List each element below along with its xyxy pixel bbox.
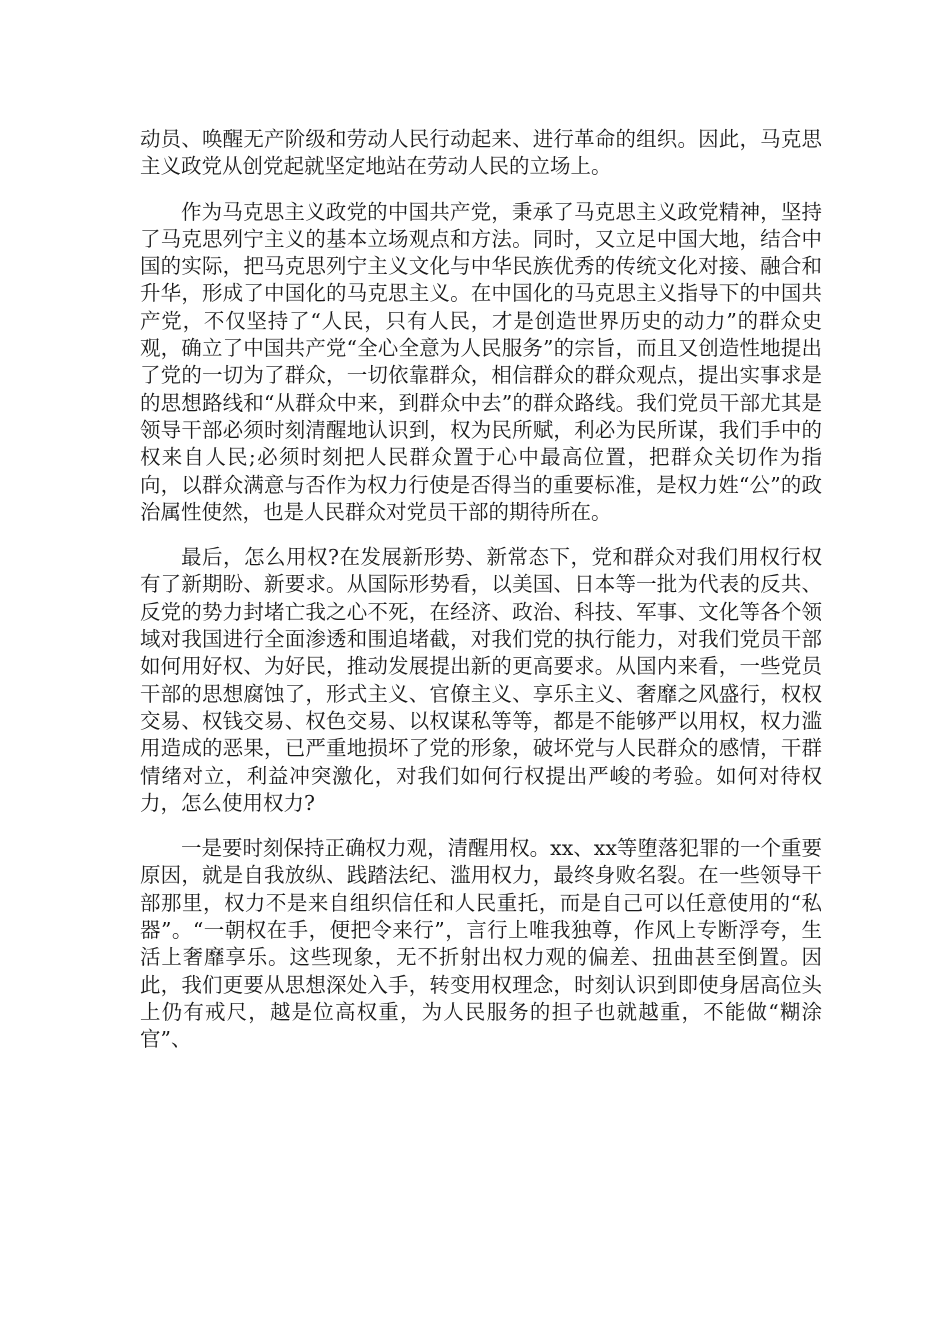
paragraph-2: 作为马克思主义政党的中国共产党，秉承了马克思主义政党精神，坚持了马克思列宁主义的基本立场观点和方法。同时，又立足中国大地，结合中国的实际，把马克思列宁主义文化与中华民族优秀的传统文化对接、融合和升华，形成了中国化的马克思主义。在中国化的马克思主义指导下的中国共产党，不仅坚持了“人民，只有人民，才是创造世界历史的动力”的群众史观，确立了中国共产党“全心全意为人民服务”的宗旨，而且又创造性地提出了党的一切为了群众，一切依靠群众，相信群众的群众观点，提出实事求是的思想路线和“从群众中来，到群众中去”的群众路线。我们党员干部尤其是领导干部必须时刻清醒地认识到，权为民所赋，利必为民所谋，我们手中的权来自人民;必须时刻把人民群众置于心中最高位置，把群众关切作为指向，以群众满意与否作为权力行使是否得当的重要标准，是权力姓“公”的政治属性使然，也是人民群众对党员干部的期待所在。 [140, 199, 822, 524]
paragraph-3: 最后，怎么用权?在发展新形势、新常态下，党和群众对我们用权行权有了新期盼、新要求。从国际形势看，以美国、日本等一批为代表的反共、反党的势力封堵亡我之心不死，在经济、政治、科技、军事、文化等各个领域对我国进行全面渗透和围追堵截，对我们党的执行能力，对我们党员干部如何用好权、为好民，推动发展提出新的更高要求。从国内来看，一些党员干部的思想腐蚀了，形式主义、官僚主义、享乐主义、奢靡之风盛行，权权交易、权钱交易、权色交易、以权谋私等等，都是不能够严以用权，权力滥用造成的恶果，已严重地损坏了党的形象，破坏党与人民群众的感情，干群情绪对立，利益冲突激化，对我们如何行权提出严峻的考验。如何对待权力，怎么使用权力? [140, 545, 822, 815]
paragraph-1: 动员、唤醒无产阶级和劳动人民行动起来、进行革命的组织。因此，马克思主义政党从创党起就坚定地站在劳动人民的立场上。 [140, 127, 822, 179]
paragraph-4: 一是要时刻保持正确权力观，清醒用权。xx、xx等堕落犯罪的一个重要原因，就是自我放纵、践踏法纪、滥用权力，最终身败名裂。在一些领导干部那里，权力不是来自组织信任和人民重托，而是自己可以任意使用的“私器”。“一朝权在手，便把令来行”，言行上唯我独尊，作风上专断浮夸，生活上奢靡享乐。这些现象，无不折射出权力观的偏差、扭曲甚至倒置。因此，我们更要从思想深处入手，转变用权理念，时刻认识到即使身居高位头上仍有戒尺，越是位高权重，为人民服务的担子也就越重，不能做“糊涂官”、 [140, 836, 822, 1052]
document-body [140, 126, 822, 1072]
